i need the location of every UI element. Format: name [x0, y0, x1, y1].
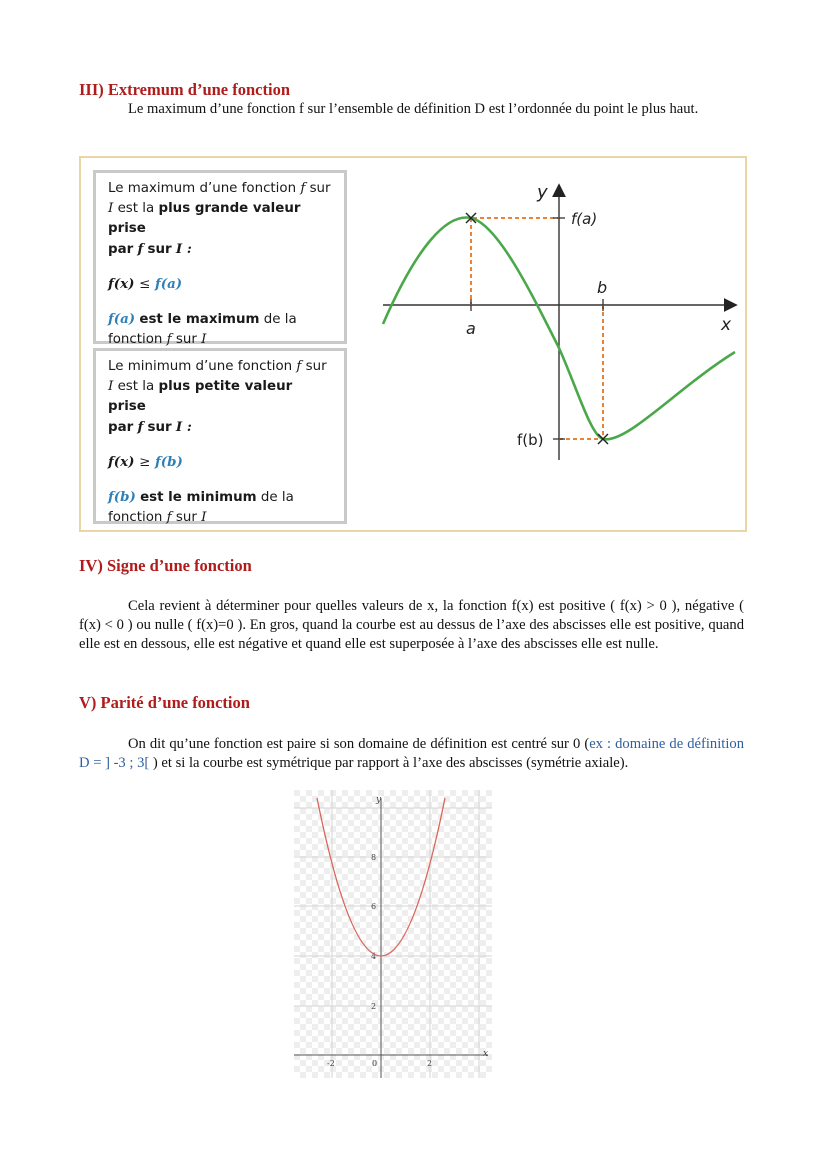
- minimum-definition-box: Le minimum d’une fonction f sur I est la plus petite valeur prise par f sur I : f(x) ≥ f(b) f(b) est le minimum de la fonction f sur I: [93, 348, 347, 524]
- section-4-heading: IV) Signe d’une fonction: [79, 556, 252, 575]
- parabola-y-label: y: [376, 795, 382, 805]
- x-tick-0: 0: [372, 1059, 378, 1068]
- a-label: a: [466, 319, 476, 338]
- section-4-text: Cela revient à déterminer pour quelles valeurs de x, la fonction f(x) est positive ( f(x) > 0 ), négative ( f(x) < 0 ) ou nulle ( f(x)=0 ). En gros, quand la courbe est au dessus de l’axe des abscisses elle est positive, quand elle est en dessous, elle est négative et quand elle est superposée à l’axe des abscisses elle est nulle.: [79, 598, 744, 652]
- parabola-graph: [294, 790, 494, 1080]
- x-axis-label: x: [721, 315, 732, 335]
- x-tick-2: 2: [427, 1059, 433, 1068]
- section-5-heading: V) Parité d’une fonction: [79, 693, 250, 712]
- y-axis-label: y: [537, 182, 548, 203]
- y-tick-8: 8: [371, 853, 377, 862]
- y-tick-6: 6: [371, 902, 377, 911]
- fa-label: f(a): [571, 210, 598, 228]
- section-3-intro: Le maximum d’une fonction f sur l’ensemble de définition D est l’ordonnée du point le plus haut.: [128, 101, 699, 117]
- y-tick-4: 4: [371, 952, 377, 961]
- x-tick-m2: -2: [327, 1059, 335, 1068]
- extremum-graph: [377, 158, 743, 530]
- section-5-text: On dit qu’une fonction est paire si son domaine de définition est centré sur 0 (ex : domaine de définition D = ] -3 ; 3[ ) et si la courbe est symétrique par rapport à l’axe des abscisses (symétrie axiale).: [79, 736, 744, 771]
- section-3-heading: III) Extremum d’une fonction: [79, 80, 290, 99]
- domain-example: ex : domaine de définition D = ] -3 ; 3[: [79, 736, 744, 771]
- b-label: b: [597, 278, 608, 297]
- min-inequality: f(x) ≥ f(b): [108, 454, 183, 470]
- extremum-figure: [79, 156, 747, 532]
- parabola-x-label: x: [483, 1049, 489, 1059]
- y-tick-2: 2: [371, 1002, 377, 1011]
- max-inequality: f(x) ≤ f(a): [108, 276, 183, 292]
- fb-label: f(b): [517, 431, 544, 449]
- maximum-definition-box: Le maximum d’une fonction f sur I est la plus grande valeur prise par f sur I : f(x) ≤ f(a) f(a) est le maximum de la fonction f sur I: [93, 170, 347, 344]
